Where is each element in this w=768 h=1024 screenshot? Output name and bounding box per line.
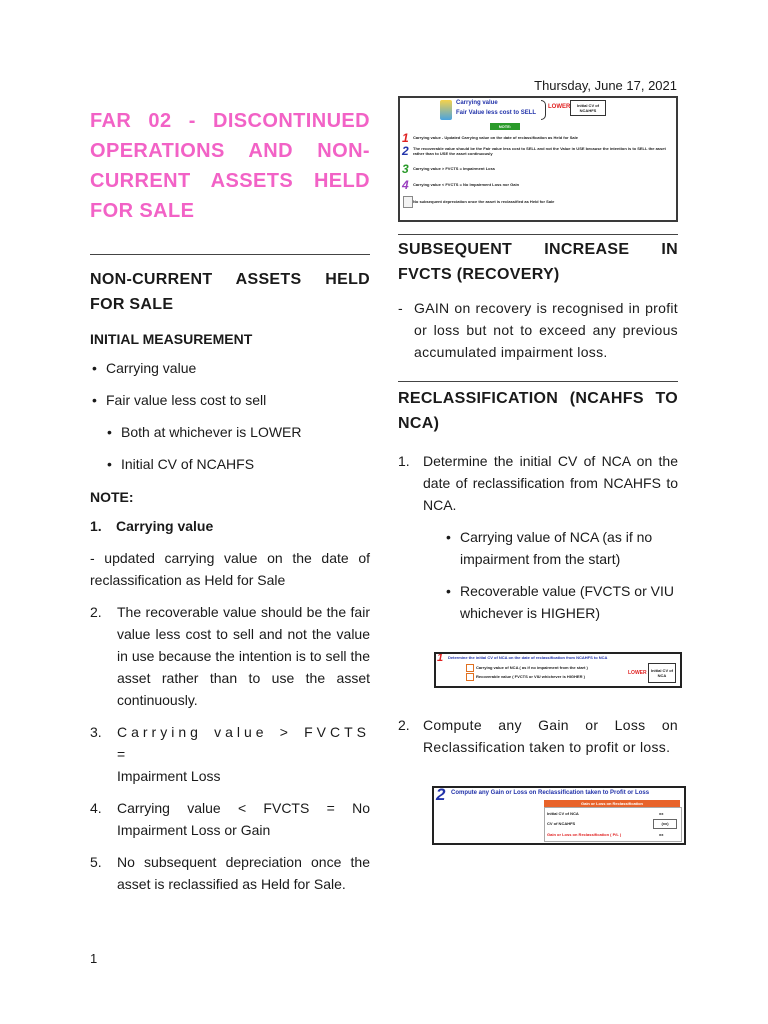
step-1 xyxy=(398,450,678,516)
img3-row-value: xx xyxy=(659,811,664,816)
measurement-sub-list xyxy=(90,421,370,475)
calendar-icon xyxy=(466,664,474,672)
section-divider xyxy=(398,381,678,382)
initial-measurement-heading: INITIAL MEASUREMENT xyxy=(90,331,253,347)
left-column xyxy=(90,106,370,895)
right-column xyxy=(398,96,678,845)
img3-row-label: Gain or Loss on Reclassification ( P/L ) xyxy=(547,832,622,837)
img1-lower: LOWER xyxy=(548,104,571,110)
reclassification-cv-image xyxy=(434,652,682,688)
note-4-number: 4. xyxy=(90,800,102,816)
step-2-text: Compute any Gain or Loss on Reclassification taken to profit or loss. xyxy=(423,717,678,755)
measurement-list xyxy=(90,357,370,411)
note-5-text: No subsequent depreciation once the asset is reclassified as Held for Sale. xyxy=(117,854,370,892)
section-heading-reclassification: RECLASSIFICATION (NCAHFS TO NCA) xyxy=(398,390,678,432)
list-item: • Carrying value of NCA (as if no impairment from the start) xyxy=(460,526,678,570)
img3-row-label: CV of NCAHFS xyxy=(547,821,576,826)
note-3 xyxy=(90,721,370,787)
ncahfs-summary-image xyxy=(398,96,678,222)
step-2-number: 2. xyxy=(398,717,410,733)
img1-cv: Carrying value xyxy=(456,100,498,106)
img3-header: Gain or Loss on Reclassification xyxy=(544,800,680,807)
note-4 xyxy=(90,797,370,841)
dash-marker: - xyxy=(398,300,403,316)
note-5 xyxy=(90,851,370,895)
img1-i4: Carrying value < FVCTS = No Impairment Loss nor Gain xyxy=(413,182,520,187)
note-4-text: Carrying value < FVCTS = No Impairment Loss or Gain xyxy=(117,800,370,838)
document-icon xyxy=(403,196,413,208)
note-2 xyxy=(90,601,370,711)
section-heading-recovery: SUBSEQUENT INCREASE IN FVCTS (RECOVERY) xyxy=(398,241,678,283)
img1-i1: Carrying value - Updated Carrying value on the date of reclassification as Held for Sale xyxy=(413,135,578,140)
note-5-number: 5. xyxy=(90,854,102,870)
img3-title: Compute any Gain or Loss on Reclassification taken to Profit or Loss xyxy=(451,790,650,796)
note-3-number: 3. xyxy=(90,724,102,740)
img2-n: 1 xyxy=(437,652,444,664)
step-1-list xyxy=(398,526,678,624)
img1-n3: 3 xyxy=(402,162,409,176)
note-label: NOTE: xyxy=(90,489,134,505)
note-3-line-a: Carrying value > FVCTS = xyxy=(117,724,370,762)
img1-n1: 1 xyxy=(402,131,409,145)
note-2-number: 2. xyxy=(90,604,102,620)
page-number: 1 xyxy=(90,951,98,966)
list-item: • Initial CV of NCAHFS xyxy=(121,453,370,475)
brace-icon xyxy=(541,100,546,120)
section-divider xyxy=(398,234,678,235)
stack-icon xyxy=(440,100,452,120)
note-3-line-b: Impairment Loss xyxy=(117,768,221,784)
step-1-number: 1. xyxy=(398,453,410,469)
note-1 xyxy=(90,515,370,537)
note-1-text: - updated carrying value on the date of reclassification as Held for Sale xyxy=(90,550,370,588)
img3-row-value: xx xyxy=(659,832,664,837)
section-divider xyxy=(90,254,370,255)
list-item: • Fair value less cost to sell xyxy=(106,389,370,411)
img1-box: Initial CV of NCAHFS xyxy=(570,100,606,116)
section-heading-ncahfs: NON-CURRENT ASSETS HELD FOR SALE xyxy=(90,271,370,313)
page-title: FAR 02 - DISCONTINUED OPERATIONS AND NON-CURRENT ASSETS HELD FOR SALE xyxy=(90,110,370,222)
img2-b: Recoverable value ( FVCTS or VIU whichever is HIGHER ) xyxy=(476,674,585,679)
img1-n4: 4 xyxy=(402,178,409,192)
img2-box: Initial CV of NCA xyxy=(648,663,676,683)
note-2-text: The recoverable value should be the fair value less cost to sell and not the value in use because the intention is to sell the asset rather than to use the asset continuously. xyxy=(117,604,370,708)
calendar-icon xyxy=(466,673,474,681)
page-date: Thursday, June 17, 2021 xyxy=(534,78,677,93)
img1-i2: The recoverable value should be the Fair value less cost to SELL and not the Value in USE because the intention is to SELL the asset rather than to USE the asset continuously xyxy=(413,146,666,156)
img1-i5: No subsequent depreciation once the asset is reclassified as Held for Sale xyxy=(413,199,555,204)
step-1-text: Determine the initial CV of NCA on the date of reclassification from NCAHFS to NCA. xyxy=(423,453,678,513)
img1-i3: Carrying value > FVCTS = Impairment Loss xyxy=(413,166,496,171)
list-item: • Both at whichever is LOWER xyxy=(121,421,370,443)
img3-row-label: Initial CV of NCA xyxy=(547,811,579,816)
list-item: • Carrying value xyxy=(106,357,370,379)
img2-title: Determine the initial CV of NCA on the date of reclassification from NCAHFS to NCA xyxy=(448,655,608,660)
img1-fv: Fair Value less cost to SELL xyxy=(456,110,537,116)
gain-loss-image xyxy=(432,786,686,845)
img2-lower: LOWER xyxy=(628,670,647,676)
img1-note: NOTE: xyxy=(490,123,520,130)
note-1-label: Carrying value xyxy=(116,518,214,534)
img1-n2: 2 xyxy=(402,144,409,158)
img2-a: Carrying value of NCA ( as if no impairment from the start ) xyxy=(476,665,588,670)
img3-table xyxy=(544,807,682,842)
img3-row-value: (xx) xyxy=(653,819,677,829)
note-1-number: 1. xyxy=(90,518,102,534)
img3-n: 2 xyxy=(436,786,446,804)
recovery-item xyxy=(398,297,678,363)
step-2 xyxy=(398,714,678,758)
list-item: • Recoverable value (FVCTS or VIU whichever is HIGHER) xyxy=(460,580,678,624)
recovery-text: GAIN on recovery is recognised in profit or loss but not to exceed any previous accumulated impairment loss. xyxy=(414,300,678,360)
